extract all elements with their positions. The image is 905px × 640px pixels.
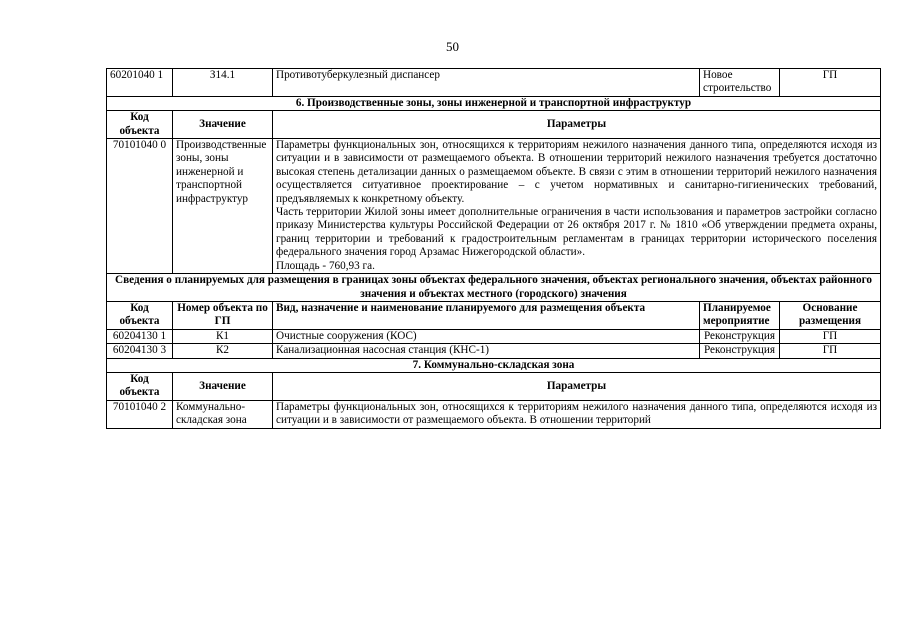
- header-basis: Основание размещения: [780, 301, 881, 329]
- object-name: Противотуберкулезный диспансер: [273, 69, 700, 97]
- section-title-row: [107, 358, 881, 372]
- header-params: Параметры: [273, 372, 881, 400]
- planned-objects-title: Сведения о планируемых для размещения в границах зоны объектах федерального значения, объектах регионального значения, объектах районного значения и объектах местного (городского) значения: [107, 274, 881, 302]
- header-number: Номер объекта по ГП: [173, 301, 273, 329]
- page-number: 50: [446, 39, 459, 54]
- zone-area: Площадь - 760,93 га.: [276, 259, 375, 272]
- object-name: Канализационная насосная станция (КНС-1): [273, 344, 700, 358]
- header-value: Значение: [173, 372, 273, 400]
- section-7-title: 7. Коммунально-складская зона: [107, 358, 881, 372]
- zone-value: Производственные зоны, зоны инженерной и транспортной инфраструктур: [173, 139, 273, 274]
- header-name: Вид, назначение и наименование планируемого для размещения объекта: [273, 301, 700, 329]
- params-paragraph: Параметры функциональных зон, относящихся к территориям нежилого назначения данного типа, определяются исходя из ситуации и в зависимости от размещаемого объекта. В отношении территорий нежилого назначения требуется достаточно высокая степень детализации данных о размещаемом объекте. В связи с этим в отношении территорий нежилого назначения осуществляется ситуативное проектирование – с учетом нормативных и санитарно-гигиенических требований, предъявляемых к конкретному объекту.: [276, 139, 877, 205]
- section-title-row: [107, 274, 881, 302]
- params-paragraph: Параметры функциональных зон, относящихся к территориям нежилого назначения данного типа, определяются исходя из ситуации и в зависимости от размещаемого объекта. В отношении территорий: [276, 400, 877, 427]
- header-row: [107, 111, 881, 139]
- header-row: [107, 372, 881, 400]
- planned-event: Реконструкция: [700, 329, 780, 343]
- table-row: [107, 329, 881, 343]
- header-params: Параметры: [273, 111, 881, 139]
- params-paragraph: Часть территории Жилой зоны имеет дополнительные ограничения в части использования и параметров застройки согласно приказу Министерства культуры Российской Федерации от 26 октября 2017 г. № 1810 «Об утверждении предмета охраны, границ территории и требований к градостроительным регламентам в границах территории исторического поселения федерального значения город Арзамас Нижегородской области».: [276, 206, 877, 259]
- header-row: [107, 301, 881, 329]
- zone-code: 70101040 0: [107, 139, 173, 274]
- table-row: [107, 400, 881, 428]
- section-title-row: [107, 96, 881, 110]
- object-code: 60204130 3: [107, 344, 173, 358]
- object-number: К2: [173, 344, 273, 358]
- table-row: [107, 69, 881, 97]
- object-number: К1: [173, 329, 273, 343]
- object-code: 60201040 1: [107, 69, 173, 97]
- header-code: Код объекта: [107, 111, 173, 139]
- params-clip: [276, 401, 877, 427]
- basis: ГП: [780, 69, 881, 97]
- object-name: Очистные сооружения (КОС): [273, 329, 700, 343]
- zone-value: Коммунально-складская зона: [173, 400, 273, 428]
- basis: ГП: [780, 329, 881, 343]
- basis: ГП: [780, 344, 881, 358]
- table-row: [107, 344, 881, 358]
- section-6-title: 6. Производственные зоны, зоны инженерной и транспортной инфраструктур: [107, 96, 881, 110]
- table-row: [107, 139, 881, 274]
- zone-params: [273, 139, 881, 274]
- header-value: Значение: [173, 111, 273, 139]
- zones-table: [106, 68, 881, 429]
- object-number: З14.1: [173, 69, 273, 97]
- zone-code: 70101040 2: [107, 400, 173, 428]
- planned-event: Новое строительство: [700, 69, 780, 97]
- header-code: Код объекта: [107, 372, 173, 400]
- object-code: 60204130 1: [107, 329, 173, 343]
- header-event: Планируемое мероприятие: [700, 301, 780, 329]
- zone-params: [273, 400, 881, 428]
- header-code: Код объекта: [107, 301, 173, 329]
- planned-event: Реконструкция: [700, 344, 780, 358]
